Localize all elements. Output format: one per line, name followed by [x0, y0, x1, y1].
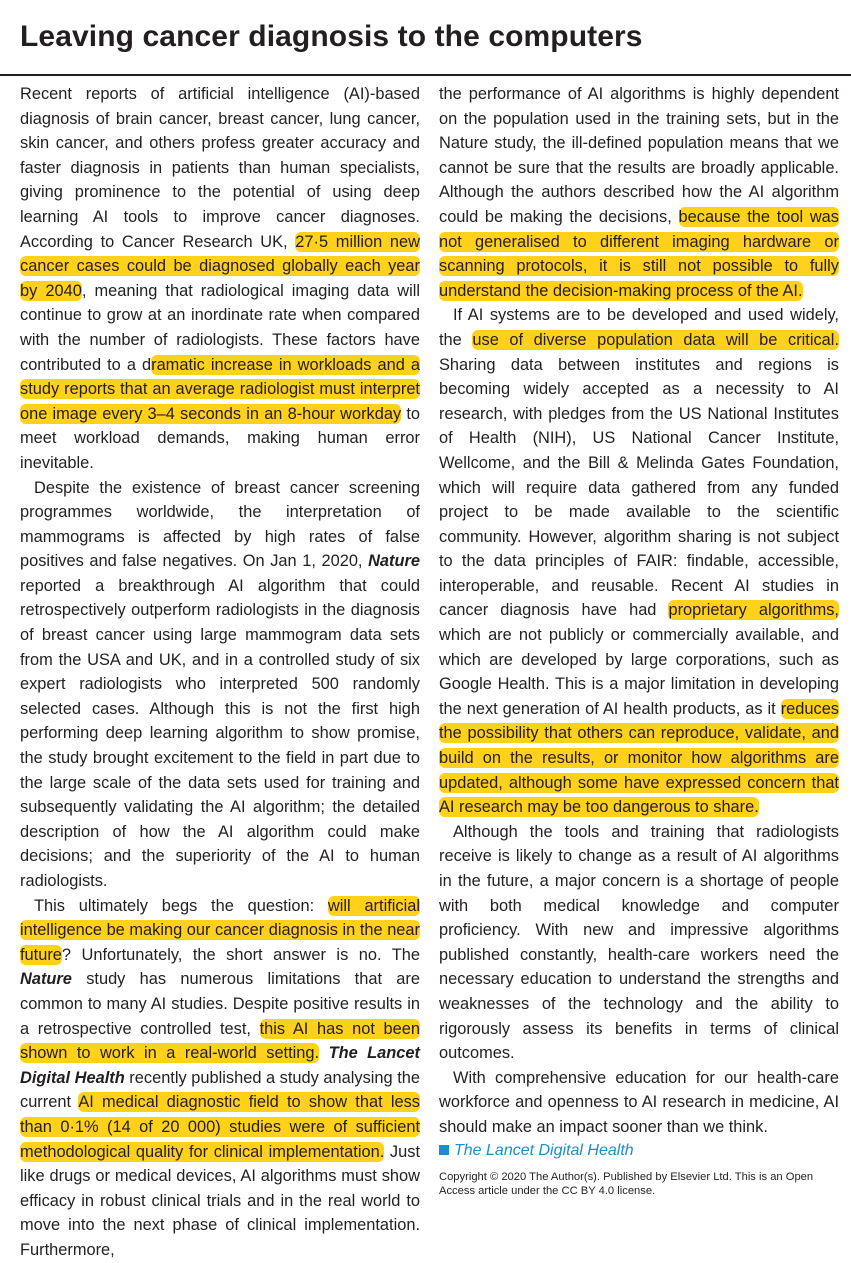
square-bullet-icon [439, 1145, 449, 1155]
journal-name: The Lancet Digital Health [20, 1044, 420, 1087]
highlight: will artificial intelligence be making our cancer diagnosis in the near future [20, 896, 420, 964]
highlight: this AI has not been shown to work in a real-world setting. [20, 1019, 420, 1063]
text-run: , meaning that radiological imaging data will continue to grow at an inordinate rate when compared with the number of radiologists. These factors have contributed to a d [20, 281, 420, 374]
journal-name: Nature [20, 970, 72, 989]
text-run: Just like drugs or medical devices, AI algorithms must show efficacy in robust clinical trials and in the real world to move into the next phase of clinical implementation. Furthermore, [20, 1142, 420, 1259]
left-paragraph-3 [20, 894, 420, 1263]
text-run: Sharing data between institutes and regions is becoming widely accepted as a necessity to AI research, with pledges from the US National Institutes of Health (NIH), US National Cancer Institute, Wellcome, and the Bill & Melinda Gates Foundation, which will require data gathered from any funded project to be made available to the scientific community. However, algorithm sharing is not subject to the data principles of FAIR: findable, accessible, interoperable, and reusable. Recent AI studies in cancer diagnosis have had [439, 355, 839, 620]
text-run: to meet workload demands, making human error inevitable. [20, 404, 421, 472]
title-rule [0, 74, 851, 76]
text-run: If AI systems are to be developed and used widely, the [439, 306, 839, 349]
right-paragraph-1 [439, 82, 839, 303]
text-run: This ultimately begs the question: [34, 896, 328, 915]
left-column [20, 82, 420, 1263]
highlight: reduces the possibility that others can reproduce, validate, and build on the results, or monitor how algorithms are updated, although some have expressed concern that AI research may be too dangerous to share. [439, 699, 839, 817]
text-run: ? Unfortunately, the short answer is no. The [61, 945, 420, 964]
journal-name: Nature [368, 552, 420, 571]
text-run: the performance of AI algorithms is highly dependent on the population used in the training sets, but in the Nature study, the ill-defined population means that we cannot be sure that the results are broadly applicable. Although the authors described how the AI algorithm could be making the decisions, [439, 85, 839, 226]
article-title: Leaving cancer diagnosis to the computers [20, 20, 643, 53]
journal-signature[interactable] [439, 1140, 839, 1162]
left-paragraph-2 [20, 476, 420, 894]
highlight: use of diverse population data will be critical. [472, 330, 839, 349]
left-paragraph-1 [20, 82, 420, 476]
journal-signature-text: The Lancet Digital Health [454, 1141, 634, 1159]
highlight: proprietary algorithms, [668, 601, 839, 620]
highlight: because the tool was not generalised to different imaging hardware or scanning protocols, it is still not possible to fully understand the decision-making process of the AI. [439, 207, 839, 300]
text-run [319, 1044, 328, 1062]
text-run: recently published a study analysing the current [20, 1068, 421, 1112]
highlight: ramatic increase in workloads and a study reports that an average radiologist must interpret one image every 3–4 seconds in an 8-hour workday [20, 355, 420, 423]
right-paragraph-2 [439, 303, 839, 819]
copyright-notice: Copyright © 2020 The Author(s). Published by Elsevier Ltd. This is an Open Access article under the CC BY 4.0 license. [439, 1170, 814, 1197]
text-run: reported a breakthrough AI algorithm that could retrospectively outperform radiologists in the diagnosis of breast cancer using large mammogram data sets from the USA and UK, and in a controlled study of six expert radiologists who interpreted 500 randomly selected cases. Although this is not the first high performing deep learning algorithm to show promise, the study brought excitement to the field in part due to the large scale of the data sets used for training and subsequently validating the AI algorithm; the detailed description of how the AI algorithm could make decisions; and the superiority of the AI to human radiologists. [20, 576, 420, 890]
right-paragraph-3: Although the tools and training that radiologists receive is likely to change as a result of AI algorithms in the future, a major concern is a shortage of people with both medical knowledge and computer proficiency. With new and impressive algorithms published constantly, health-care workers need the necessary education to understand the strengths and weaknesses of the technology and the ability to rigorously assess its benefits in terms of clinical outcomes. [439, 822, 839, 1063]
right-paragraph-4: With comprehensive education for our health-care workforce and openness to AI research in medicine, AI should make an impact sooner than we think. [439, 1068, 839, 1136]
right-column [439, 82, 839, 1198]
highlight: AI medical diagnostic field to show that less than 0·1% (14 of 20 000) studies were of sufficient methodological quality for clinical implementation. [20, 1093, 420, 1161]
text-run: Recent reports of artificial intelligence (AI)-based diagnosis of brain cancer, breast cancer, lung cancer, skin cancer, and others profess greater accuracy and faster diagnosis in patients than human specialists, giving prominence to the potential of using deep learning AI tools to improve cancer diagnoses. According to Cancer Research UK, [20, 85, 420, 251]
highlight: 27·5 million new cancer cases could be diagnosed globally each year by 2040 [20, 232, 420, 300]
text-run: Despite the existence of breast cancer screening programmes worldwide, the interpretation of mammograms is affected by high rates of false positives and false negatives. On Jan 1, 2020, [20, 478, 420, 571]
text-run: which are not publicly or commercially available, and which are developed by large corporations, such as Google Health. This is a major limitation in developing the next generation of AI health products, as it [439, 626, 839, 718]
text-run: study has numerous limitations that are common to many AI studies. Despite positive results in a retrospective controlled test, [20, 970, 420, 1038]
